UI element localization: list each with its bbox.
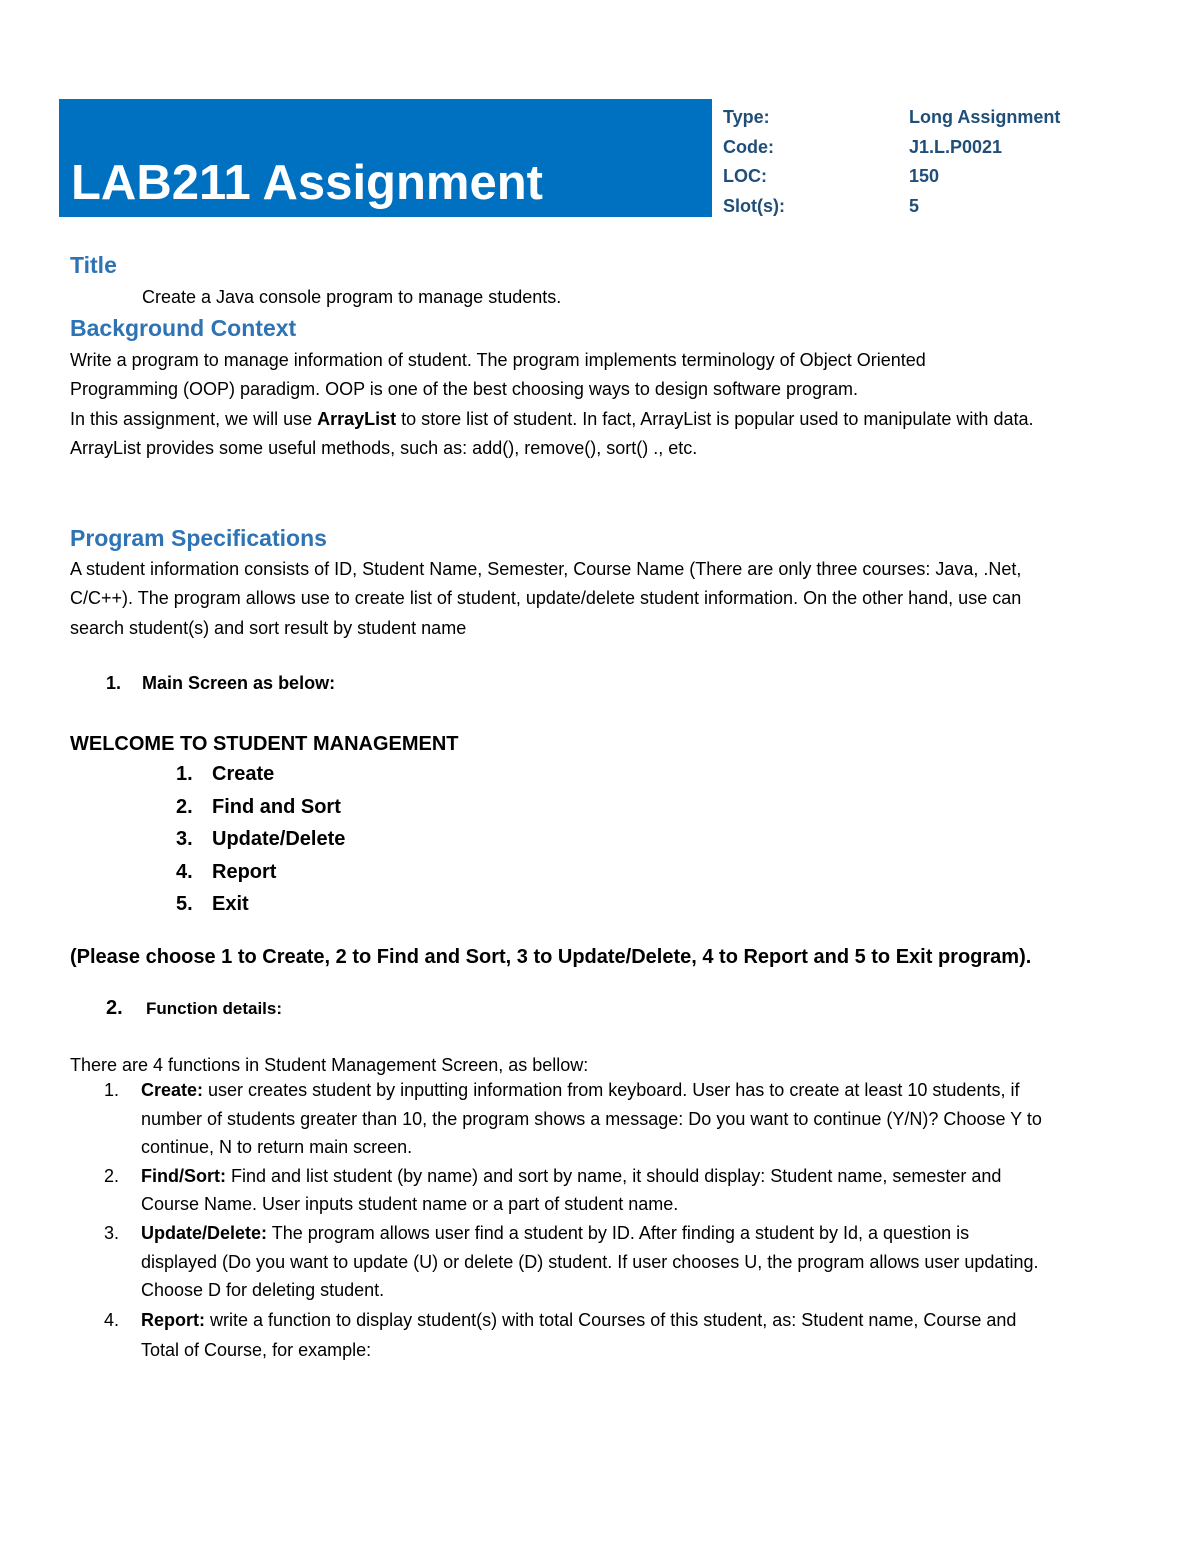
function-name: Update/Delete: xyxy=(141,1222,268,1243)
function-line xyxy=(141,1076,1134,1105)
specs-line: C/C++). The program allows use to create list of student, update/delete student information. On the other hand, use can xyxy=(70,588,1022,609)
specs-heading: Program Specifications xyxy=(70,525,327,551)
meta-label: LOC: xyxy=(723,166,767,187)
list-number: 4. xyxy=(104,1309,120,1330)
menu-label: Report xyxy=(212,860,277,883)
meta-code xyxy=(723,133,1183,163)
meta-value: Long Assignment xyxy=(909,107,1061,127)
menu-label: Find and Sort xyxy=(212,795,341,818)
function-item-update-delete xyxy=(104,1219,1134,1305)
list-number: 1. xyxy=(106,673,122,693)
main-screen-item xyxy=(106,673,335,694)
function-list xyxy=(104,1076,1134,1365)
menu-number: 2. xyxy=(176,795,193,818)
text-span: In this assignment, we will use xyxy=(70,408,318,429)
list-number: 2. xyxy=(104,1165,120,1186)
meta-value: J1.L.P0021 xyxy=(909,136,1003,157)
function-line: continue, N to return main screen. xyxy=(141,1137,413,1158)
main-menu xyxy=(176,758,345,921)
menu-label: Update/Delete xyxy=(212,828,346,850)
text-span: user creates student by inputting information from keyboard. User has to create at least 10 students, if xyxy=(203,1080,1020,1100)
meta-loc xyxy=(723,162,1183,192)
menu-instruction: (Please choose 1 to Create, 2 to Find and Sort, 3 to Update/Delete, 4 to Report and 5 to Exit program). xyxy=(70,946,1032,968)
specs-line: A student information consists of ID, Student Name, Semester, Course Name (There are only three courses: Java, .Net, xyxy=(70,559,1022,579)
menu-number: 1. xyxy=(176,763,193,785)
text-span: The program allows user find a student by ID. After finding a student by Id, a question is xyxy=(267,1222,970,1243)
list-number: 3. xyxy=(104,1222,120,1243)
functions-intro: There are 4 functions in Student Management Screen, as bellow: xyxy=(70,1055,589,1075)
text-span: Find and list student (by name) and sort by name, it should display: Student name, semester and xyxy=(225,1165,1002,1186)
menu-item-exit xyxy=(176,888,345,921)
menu-label: Exit xyxy=(212,893,249,915)
background-line: Write a program to manage information of student. The program implements terminology of Object Oriented xyxy=(70,350,926,370)
menu-label: Create xyxy=(212,763,275,785)
menu-number: 5. xyxy=(176,893,193,915)
menu-item-report xyxy=(176,856,345,889)
menu-item-update-delete xyxy=(176,823,345,856)
function-name: Create: xyxy=(141,1080,204,1100)
meta-value: 150 xyxy=(909,166,940,187)
function-details-heading xyxy=(106,997,282,1020)
function-line: Course Name. User inputs student name or a part of student name. xyxy=(141,1194,679,1215)
meta-label: Slot(s): xyxy=(723,196,785,217)
text-span: to store list of student. In fact, ArrayList is popular used to manipulate with data. xyxy=(396,408,1034,429)
background-line xyxy=(70,405,1140,434)
meta-label: Code: xyxy=(723,136,774,157)
function-line: number of students greater than 10, the program shows a message: Do you want to continue (Y/N)? Choose Y to xyxy=(141,1108,1042,1129)
function-item-create xyxy=(104,1076,1134,1162)
function-line: displayed (Do you want to update (U) or delete (D) student. If user chooses U, the program allows user updating. xyxy=(141,1251,1039,1272)
background-paragraph xyxy=(70,346,1140,464)
list-text: Main Screen as below: xyxy=(142,673,336,693)
meta-label: Type: xyxy=(723,107,770,127)
specs-line: search student(s) and sort result by student name xyxy=(70,617,467,638)
text-span: write a function to display student(s) with total Courses of this student, as: Student name, Course and xyxy=(205,1309,1017,1330)
arraylist-bold: ArrayList xyxy=(317,408,397,429)
background-line: Programming (OOP) paradigm. OOP is one of the best choosing ways to design software program. xyxy=(70,379,859,400)
function-line xyxy=(141,1162,1134,1191)
title-banner xyxy=(59,99,712,217)
title-heading: Title xyxy=(70,252,117,278)
background-line: ArrayList provides some useful methods, such as: add(), remove(), sort() ., etc. xyxy=(70,438,698,459)
function-line: Choose D for deleting student. xyxy=(141,1280,385,1301)
function-line xyxy=(141,1219,1134,1248)
title-text xyxy=(142,283,1042,312)
list-number: 1. xyxy=(104,1080,120,1100)
specs-paragraph xyxy=(70,555,1140,643)
list-number: 2. xyxy=(106,997,123,1019)
document-title: LAB211 Assignment xyxy=(71,156,543,210)
menu-item-find-sort xyxy=(176,791,345,824)
function-name: Find/Sort: xyxy=(141,1165,226,1186)
function-item-find-sort xyxy=(104,1162,1134,1219)
assignment-meta xyxy=(723,103,1183,222)
meta-slots xyxy=(723,192,1183,222)
menu-title: WELCOME TO STUDENT MANAGEMENT xyxy=(70,733,459,755)
menu-number: 3. xyxy=(176,828,193,850)
menu-number: 4. xyxy=(176,860,193,883)
list-text: Function details: xyxy=(146,999,282,1018)
meta-value: 5 xyxy=(909,196,920,217)
menu-item-create xyxy=(176,758,345,791)
function-line xyxy=(141,1305,1134,1335)
background-heading: Background Context xyxy=(70,315,297,341)
function-name: Report: xyxy=(141,1309,205,1330)
function-item-report xyxy=(104,1305,1134,1365)
function-line: Total of Course, for example: xyxy=(141,1339,372,1360)
meta-type xyxy=(723,103,1183,133)
title-text-line: Create a Java console program to manage students. xyxy=(142,287,562,307)
